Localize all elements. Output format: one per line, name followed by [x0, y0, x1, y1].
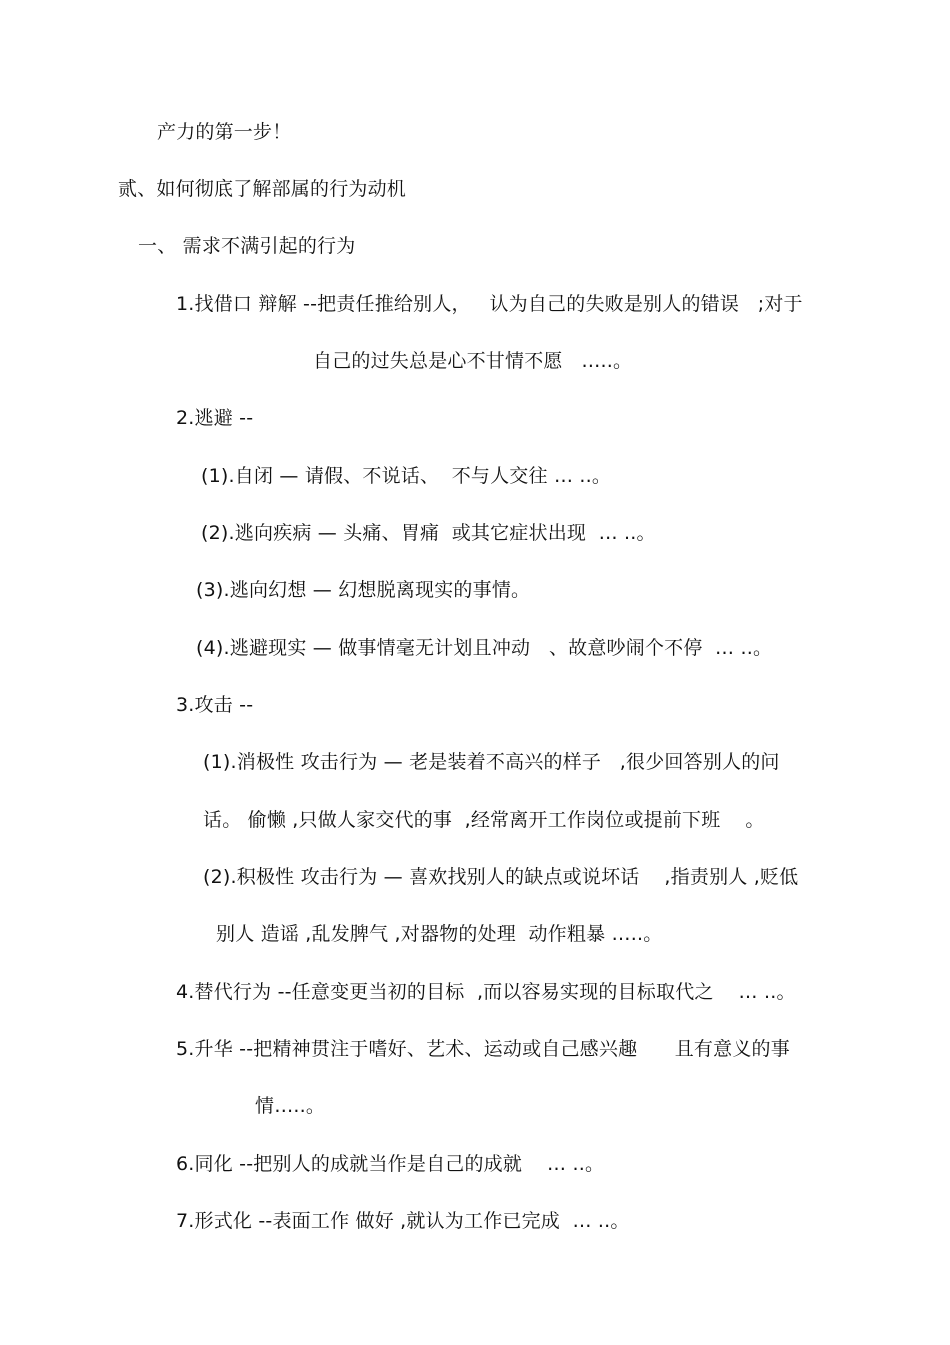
- list-item-7: 7.形式化 --表面工作 做好 ,就认为工作已完成 … ..。: [176, 1210, 630, 1232]
- list-item-4: 4.替代行为 --任意变更当初的目标 ,而以容易实现的目标取代之 … ..。: [176, 981, 796, 1003]
- sub-item-3-2: (2).积极性 攻击行为 — 喜欢找别人的缺点或说坏话 ,指责别人 ,贬低: [203, 866, 799, 888]
- list-item-6: 6.同化 --把别人的成就当作是自己的成就 … ..。: [176, 1153, 605, 1175]
- list-item-3: 3.攻击 --: [176, 694, 254, 716]
- sub-item-2-3: (3).逃向幻想 — 幻想脱离现实的事情。: [196, 579, 531, 601]
- list-item-2: 2.逃避 --: [176, 407, 254, 429]
- list-item-1: 1.找借口 辩解 --把责任推给别人， 认为自己的失败是别人的错误 ;对于: [176, 293, 803, 315]
- sub-item-3-1: (1).消极性 攻击行为 — 老是装着不高兴的样子 ,很少回答别人的问: [203, 751, 780, 773]
- sub-item-2-2: (2).逃向疾病 — 头痛、胃痛 或其它症状出现 … ..。: [201, 522, 656, 544]
- section-heading-2: 贰、如何彻底了解部属的行为动机: [118, 178, 407, 200]
- list-item-5: 5.升华 --把精神贯注于嗜好、艺术、运动或自己感兴趣 且有意义的事: [176, 1038, 790, 1060]
- list-item-5-continuation: 情…..。: [255, 1095, 326, 1117]
- list-item-1-continuation: 自己的过失总是心不甘情不愿 …..。: [313, 350, 633, 372]
- sub-item-2-1: (1).自闭 — 请假、不说话、 不与人交往 … ..。: [201, 465, 612, 487]
- text-line-continuation: 产力的第一步！: [157, 121, 292, 143]
- sub-item-3-2-continuation: 别人 造谣 ,乱发脾气 ,对器物的处理 动作粗暴 …..。: [216, 923, 663, 945]
- sub-item-3-1-continuation: 话。 偷懒 ,只做人家交代的事 ,经常离开工作岗位或提前下班 。: [203, 809, 765, 831]
- sub-item-2-4: (4).逃避现实 — 做事情毫无计划且冲动 、故意吵闹个不停 … ..。: [196, 637, 773, 659]
- subsection-heading-1: 一、 需求不满引起的行为: [138, 235, 356, 257]
